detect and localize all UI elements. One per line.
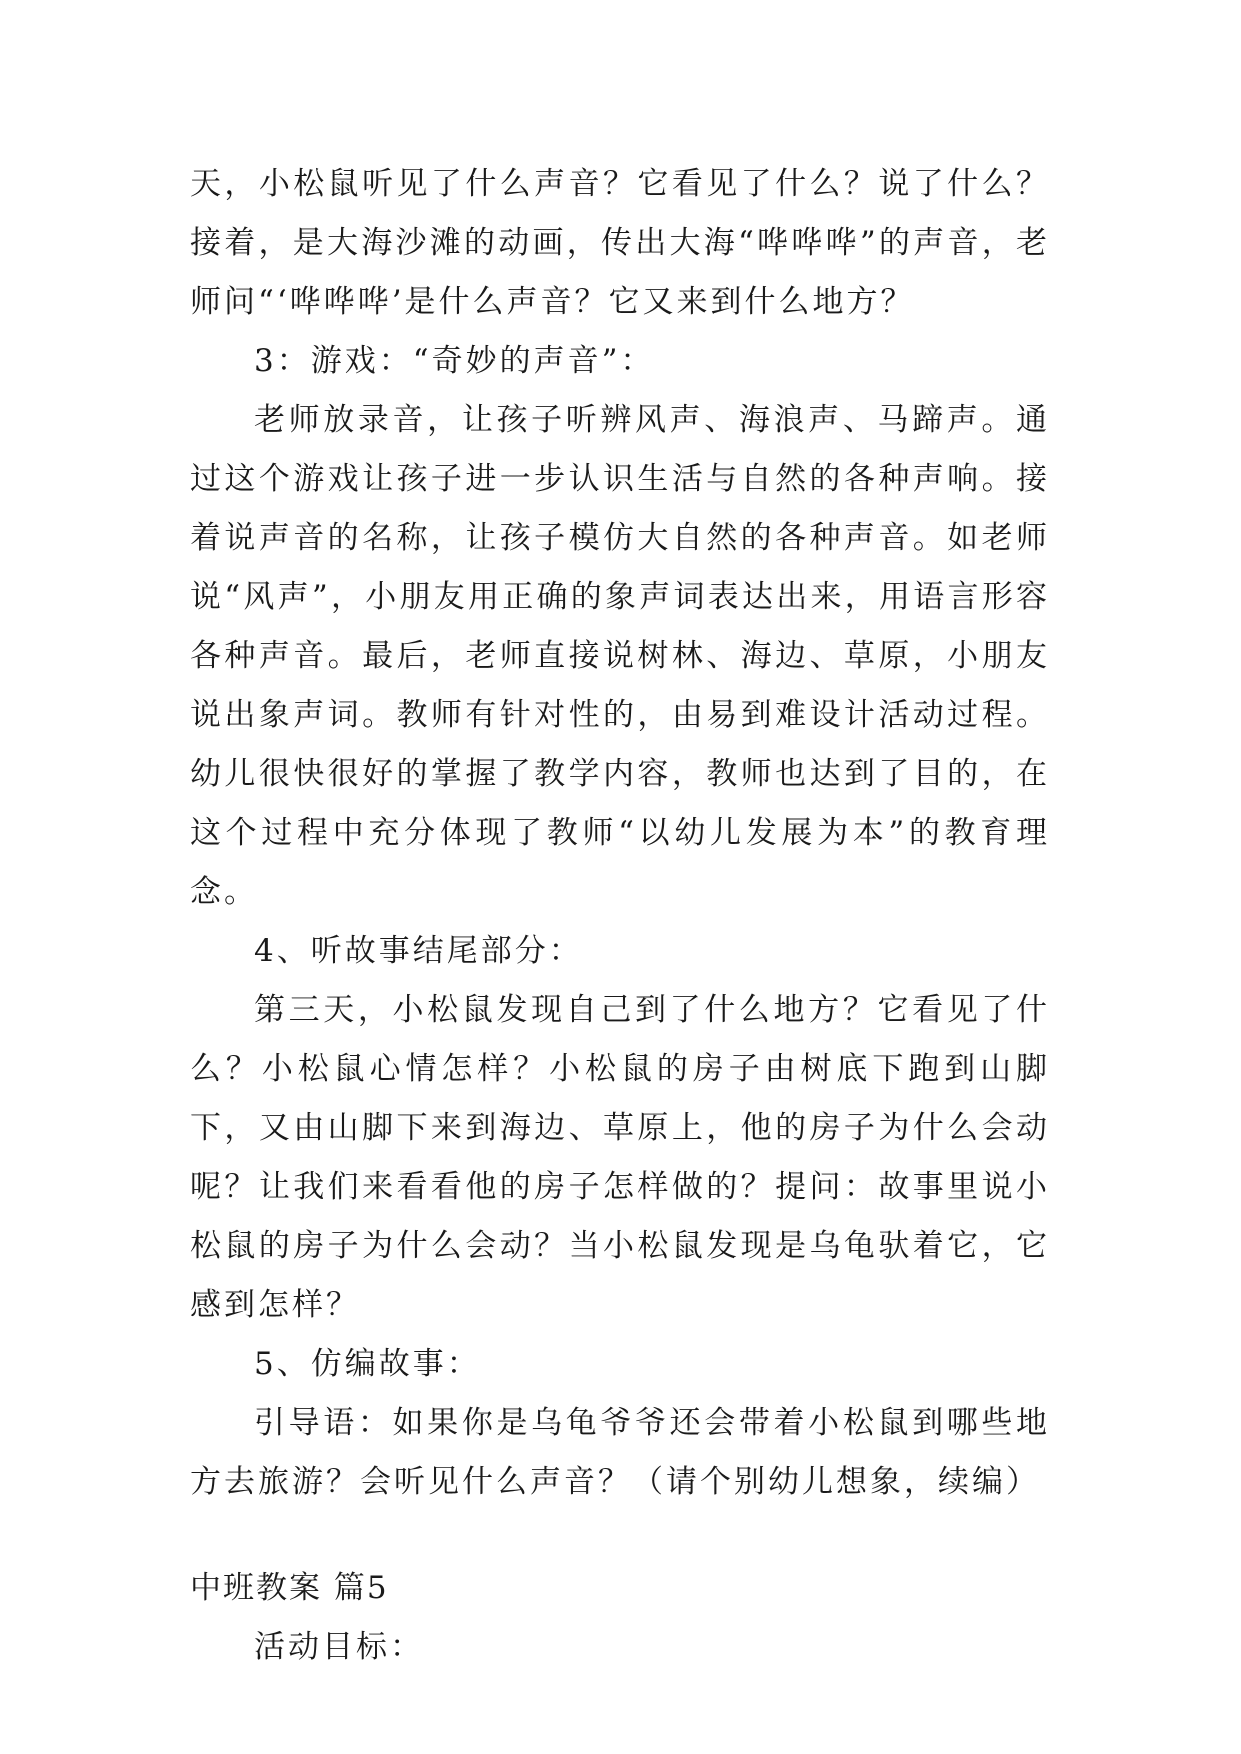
paragraph-step-5-heading: 5、仿编故事： [254, 1346, 481, 1382]
paragraph-step-5-body: 引导语：如果你是乌龟爷爷还会带着小松鼠到哪些地方去旅游？会听见什么声音？（请个别幼儿想象，续编） [190, 1405, 1050, 1500]
paragraph-story-continued: 天，小松鼠听见了什么声音？它看见了什么？说了什么？接着，是大海沙滩的动画，传出大海“哗哗哗”的声音，老师问“‘哗哗哗’是什么声音？它又来到什么地方？ [190, 166, 1050, 320]
paragraph-step-3-body: 老师放录音，让孩子听辨风声、海浪声、马蹄声。通过这个游戏让孩子进一步认识生活与自然的各种声响。接着说声音的名称，让孩子模仿大自然的各种声音。如老师说“风声”，小朋友用正确的象声词表达出来，用语言形容各种声音。最后，老师直接说树林、海边、草原，小朋友说出象声词。教师有针对性的，由易到难设计活动过程。幼儿很快很好的掌握了教学内容，教师也达到了目的，在这个过程中充分体现了教师“以幼儿发展为本”的教育理念。 [190, 402, 1050, 910]
section-title: 中班教案 篇5 [190, 1570, 389, 1606]
paragraph-step-4-heading: 4、听故事结尾部分： [254, 933, 583, 969]
section-spacer [190, 1512, 1050, 1559]
paragraph-step-3-heading: 3：游戏：“奇妙的声音”： [254, 343, 655, 379]
paragraph-step-4-body: 第三天，小松鼠发现自己到了什么地方？它看见了什么？小松鼠心情怎样？小松鼠的房子由树底下跑到山脚下，又由山脚下来到海边、草原上，他的房子为什么会动呢？让我们来看看他的房子怎样做的？提问：故事里说小松鼠的房子为什么会动？当小松鼠发现是乌龟驮着它，它感到怎样？ [190, 992, 1050, 1323]
document-body [190, 155, 1050, 1677]
paragraph-activity-goals: 活动目标： [254, 1629, 424, 1665]
